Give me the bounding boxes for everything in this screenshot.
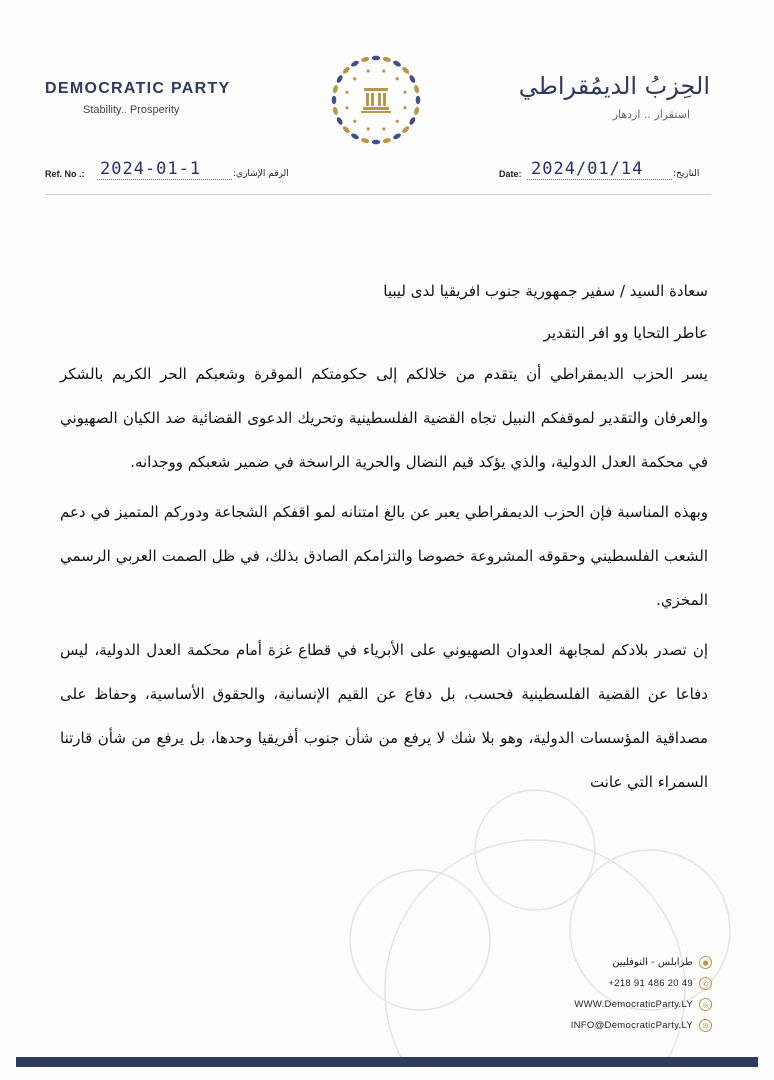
logo-leaf [382, 137, 391, 144]
logo-dot [353, 120, 356, 123]
logo-dot [403, 91, 406, 94]
ref-label: Ref. No .: [45, 169, 85, 179]
paragraph-3: إن تصدر بلادكم لمجابهة العدوان الصهيوني على الأبرياء في قطاع غزة أمام محكمة العدل الدولية، ليس دفاعا عن القضية الفلسطينية فحسب، بل دفاع عن القيم الإنسانية، والحقوق الأساسية، وحفاظ على مصداقية المؤسسات الدولية، وهو بلا شك لا يرفع من شأن جنوب أفريقيا وحدها، بل يرفع من شأن قارتنا السمراء التي عانت [60, 641, 708, 791]
logo-leaf [350, 60, 360, 68]
logo-leaf [401, 66, 410, 75]
logo-leaf [336, 116, 344, 126]
logo-leaf [408, 74, 416, 84]
footer-contacts [571, 952, 712, 1036]
paragraph-2: وبهذه المناسبة فإن الحزب الديمقراطي يعبر عن بالغ امتنانه لمو اقفكم الشجاعة ودوركم المتميز في دعم الشعب الفلسطيني وحقوقه المشروعة خصوصا والتزامكم الصادق بذلك، في ظل الصمت العربي الرسمي المخزي. [60, 503, 708, 609]
logo-dot [396, 77, 399, 80]
logo-leaf [392, 60, 402, 68]
party-tagline-ar: استقرار .. ازدهار [612, 108, 690, 121]
location-icon: ● [699, 956, 712, 969]
party-logo-icon [326, 50, 426, 150]
logo-dot [367, 127, 370, 130]
brand-arabic [519, 72, 710, 121]
phone-icon: ✆ [699, 977, 712, 990]
logo-leaf [332, 106, 339, 115]
logo-leaf [336, 74, 344, 84]
footer-email [571, 1015, 712, 1036]
logo-leaf [416, 96, 421, 104]
letter-body [60, 282, 708, 804]
party-name-ar: الحِزبُ الديمُقراطي [518, 72, 710, 100]
logo-leaf [332, 96, 337, 104]
logo-leaf [408, 116, 416, 126]
footer-bar [16, 1057, 758, 1067]
logo-leaf [360, 56, 369, 63]
footer-website [571, 994, 712, 1015]
logo-dot [382, 127, 385, 130]
logo-dot [353, 77, 356, 80]
brand-english [45, 80, 245, 116]
party-tagline-en: Stability.. Prosperity [83, 104, 180, 116]
footer-phone [571, 973, 712, 994]
logo-leaf [382, 56, 391, 63]
ref-number: 2024-01-1 [100, 159, 202, 179]
greeting-line: عاطر التحايا وو افر التقدير [543, 324, 708, 342]
address-text: طرابلس - النوفليين [612, 957, 693, 968]
ref-label-ar: الرقم الإشاري: [233, 169, 289, 179]
reference-date-row [45, 159, 710, 185]
logo-dot [367, 69, 370, 72]
website-text: WWW.DemocraticParty.LY [574, 999, 693, 1010]
logo-leaf [413, 106, 420, 115]
mail-icon: ✉ [699, 1019, 712, 1032]
logo-leaf [332, 84, 339, 93]
phone-text: +218 91 486 20 49 [608, 978, 693, 989]
logo-leaf [350, 132, 360, 140]
logo-dot [345, 91, 348, 94]
logo-leaf [342, 125, 351, 134]
logo-leaf [392, 132, 402, 140]
logo-leaf [401, 125, 410, 134]
footer-address [571, 952, 712, 973]
party-name-en: DEMOCRATIC PARTY [45, 80, 231, 97]
date-label: Date: [499, 169, 522, 179]
logo-dot [403, 106, 406, 109]
date-label-ar: التاريخ: [673, 169, 700, 179]
logo-dot [345, 106, 348, 109]
logo-dot [382, 69, 385, 72]
paragraph-1: يسر الحزب الديمقراطي أن يتقدم من خلالكم إلى حكومتكم الموقرة وشعبكم الحر الكريم بالشكر والعرفان والتقدير لموقفكم النبيل تجاه القضية الفلسطينية وتحريك الدعوى القضائية ضد الكيان الصهيوني في محكمة العدل الدولية، والذي يؤكد قيم النضال والحرية الراسخة في ضمير شعبكم ووجدانه. [60, 365, 708, 471]
addressee-line: سعادة السيد / سفير جمهورية جنوب افريقيا لدى ليبيا [383, 282, 708, 300]
logo-leaf [372, 56, 380, 61]
logo-leaf [360, 137, 369, 144]
date-value: 2024/01/14 [531, 159, 644, 179]
logo-leaf [342, 66, 351, 75]
globe-icon: ◎ [699, 998, 712, 1011]
logo-dot [396, 120, 399, 123]
logo-leaf [413, 84, 420, 93]
email-text: INFO@DemocraticParty.LY [570, 1020, 693, 1031]
header-divider [45, 194, 711, 195]
logo-leaf [372, 140, 380, 145]
